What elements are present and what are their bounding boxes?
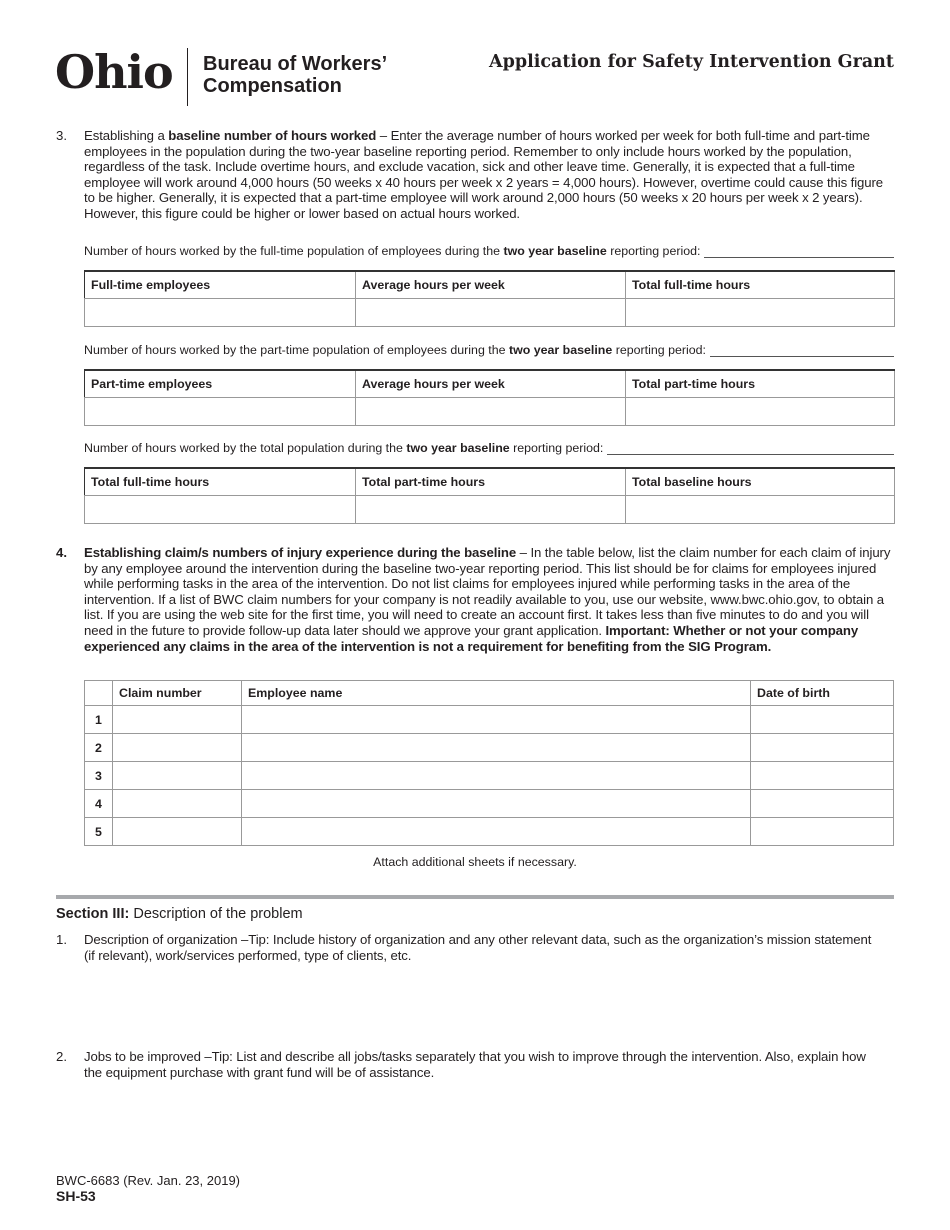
l1-bold: two year baseline <box>503 244 607 258</box>
dob-input[interactable] <box>751 762 894 790</box>
ohio-logo: Ohio <box>55 45 173 99</box>
logo-divider <box>187 48 188 106</box>
section3-heading <box>56 906 303 922</box>
col-header: Total full-time hours <box>626 271 895 298</box>
l2-post: reporting period: <box>612 343 706 357</box>
fulltime-table <box>84 270 895 327</box>
bureau-line1: Bureau of Workers’ <box>203 53 388 75</box>
row-number: 1 <box>85 706 113 734</box>
col-header: Employee name <box>242 681 751 706</box>
cell-input[interactable] <box>626 298 895 326</box>
item4-number: 4. <box>56 545 67 560</box>
parttime-hours-field[interactable] <box>710 345 894 357</box>
item4-important: Important: Whether or not your company experienced any claims in the area of the intervention is not a requirement for benefiting from the SIG Program. <box>84 622 859 654</box>
item4-bold: Establishing claim/s numbers of injury experience during the baseline <box>84 545 517 560</box>
total-hours-line <box>84 441 894 455</box>
bureau-name <box>203 53 387 97</box>
cell-input[interactable] <box>85 397 356 425</box>
section3-title: Description of the problem <box>129 906 303 922</box>
fulltime-hours-field[interactable] <box>704 246 894 258</box>
s3-item2-text: Jobs to be improved –Tip: List and describe all jobs/tasks separately that you wish to improve through the intervention. Also, explain how the equipment purchase with grant fund will be of assistance. <box>84 1049 866 1080</box>
bureau-line2: Compensation <box>203 75 342 97</box>
employee-name-input[interactable] <box>242 762 751 790</box>
col-header: Total baseline hours <box>626 468 895 495</box>
dob-input[interactable] <box>751 818 894 846</box>
item3-lead: Establishing a <box>84 128 169 143</box>
cell-input[interactable] <box>626 397 895 425</box>
form-number: BWC-6683 (Rev. Jan. 23, 2019) <box>56 1173 241 1188</box>
row-number: 5 <box>85 818 113 846</box>
claim-number-input[interactable] <box>113 762 242 790</box>
item4-text <box>84 545 896 654</box>
cell-input[interactable] <box>356 298 626 326</box>
item3-bold: baseline number of hours worked <box>168 128 377 143</box>
l3-pre: Number of hours worked by the total population during the <box>84 441 407 455</box>
row-number: 4 <box>85 790 113 818</box>
parttime-table <box>84 369 895 426</box>
col-header: Claim number <box>113 681 242 706</box>
cell-input[interactable] <box>85 495 356 523</box>
table-row <box>85 790 894 818</box>
col-header: Total part-time hours <box>356 468 626 495</box>
col-header: Total full-time hours <box>85 468 356 495</box>
col-header-index <box>85 681 113 706</box>
row-number: 2 <box>85 734 113 762</box>
dob-input[interactable] <box>751 734 894 762</box>
table-row <box>85 762 894 790</box>
form-title: Application for Safety Intervention Grant <box>489 52 894 72</box>
item3-text <box>84 128 896 222</box>
col-header: Full-time employees <box>85 271 356 298</box>
table-row <box>85 706 894 734</box>
dob-input[interactable] <box>751 790 894 818</box>
l2-pre: Number of hours worked by the part-time population of employees during the <box>84 343 509 357</box>
l3-bold: two year baseline <box>406 441 510 455</box>
col-header: Average hours per week <box>356 370 626 397</box>
employee-name-input[interactable] <box>242 734 751 762</box>
cell-input[interactable] <box>85 298 356 326</box>
claims-table <box>84 680 894 846</box>
cell-input[interactable] <box>356 397 626 425</box>
item4-body: – In the table below, list the claim number for each claim of injury by any employee around the intervention during the baseline two-year reporting period. This list should be for claims for employees injured while performing tasks in the area of the intervention. Do not list claims for employees injured while performing tasks in the area of the intervention. If a list of BWC claim numbers for your company is not readily available to you, use our website, www.bwc.ohio.gov, to obtain a list. If you are using the web site for the first time, you will need to create an account first. It takes less than five minutes to do and you will need in the future to provide follow-up data later should we approve your grant application. <box>84 545 891 638</box>
parttime-hours-line <box>84 343 894 357</box>
s3-item2-number: 2. <box>56 1049 67 1064</box>
claim-number-input[interactable] <box>113 734 242 762</box>
claim-number-input[interactable] <box>113 790 242 818</box>
col-header: Part-time employees <box>85 370 356 397</box>
s3-item1-number: 1. <box>56 932 67 947</box>
col-header: Average hours per week <box>356 271 626 298</box>
l3-post: reporting period: <box>509 441 604 455</box>
col-header: Total part-time hours <box>626 370 895 397</box>
s3-item1-text: Description of organization –Tip: Include history of organization and any other relevant data, such as the organization’s mission statement (if relevant), work/services performed, type of clients, etc. <box>84 932 872 963</box>
cell-input[interactable] <box>626 495 895 523</box>
claim-number-input[interactable] <box>113 706 242 734</box>
cell-input[interactable] <box>356 495 626 523</box>
attach-note: Attach additional sheets if necessary. <box>373 855 577 869</box>
section-divider <box>56 895 894 899</box>
table-row <box>85 818 894 846</box>
claim-number-input[interactable] <box>113 818 242 846</box>
l2-bold: two year baseline <box>508 343 613 357</box>
form-code: SH-53 <box>56 1188 96 1204</box>
section3-label: Section III: <box>56 906 130 922</box>
row-number: 3 <box>85 762 113 790</box>
item3-body: – Enter the average number of hours worked per week for both full-time and part-time employees in the population during the two-year baseline reporting period. Remember to only include hours worked by the population, regardless of the task. Include overtime hours, and exclude vacation, sick and other leave time. Generally, it is expected that a full-time employee will work around 4,000 hours (50 weeks x 40 hours per week x 2 years = 4,000 hours). However, overtime could cause this figure to be higher. Generally, it is expected that a part-time employee will work around 2,000 hours (50 weeks x 20 hours per week x 2 years). However, this figure could be higher or lower based on actual hours worked. <box>84 128 884 221</box>
item3-number: 3. <box>56 128 67 143</box>
employee-name-input[interactable] <box>242 790 751 818</box>
dob-input[interactable] <box>751 706 894 734</box>
employee-name-input[interactable] <box>242 706 751 734</box>
total-table <box>84 467 895 524</box>
table-row <box>85 734 894 762</box>
l1-post: reporting period: <box>606 244 701 258</box>
col-header: Date of birth <box>751 681 894 706</box>
fulltime-hours-line <box>84 244 894 258</box>
l1-pre: Number of hours worked by the full-time population of employees during the <box>84 244 504 258</box>
employee-name-input[interactable] <box>242 818 751 846</box>
total-hours-field[interactable] <box>607 443 894 455</box>
